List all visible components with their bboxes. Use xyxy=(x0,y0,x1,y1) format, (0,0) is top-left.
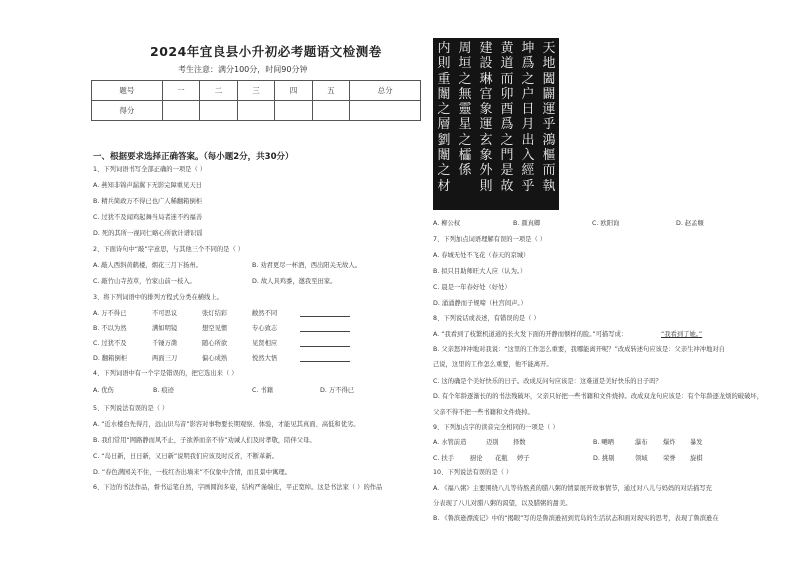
option-item: A. 优伤 xyxy=(93,387,114,394)
calligraphy-column: 黄道而卯酉爲之門是故 xyxy=(500,41,514,194)
option-item: C. 书籍 xyxy=(252,387,273,394)
question-line: 1、下列词语书写全部正确的一项是（ ） xyxy=(93,166,207,173)
option-item: A. 柳公权 xyxy=(433,220,461,227)
score-table-cell: 得分 xyxy=(92,101,163,121)
question-line: D. “春色满园关不住，一枝红杏出墙来”不仅象中含情，而且景中寓理。 xyxy=(93,469,291,476)
option-item: 花瓶 xyxy=(495,455,508,462)
question-line: C. 晨是一年春好处（好处） xyxy=(433,284,511,291)
score-table-cell: 五 xyxy=(312,81,350,101)
grid-word: 见贤相应 xyxy=(252,340,278,347)
question-line: B. 我们常用“网路静而风不止，子欲养而亲不待”劝诫人们及时孝敬，陪伴父母。 xyxy=(93,437,316,444)
grid-word: 张灯结彩 xyxy=(202,310,228,317)
question-line: 4、下列词语中有一个字是错误的，把它选出来（ ） xyxy=(93,370,238,377)
grid-word: 随心所欲 xyxy=(202,340,228,347)
question-line: A. 《福八粥》主要围绕八儿等待熬煮的腊八粥的情景展开故事情节，通过对八儿与妈妈的对话描写充 xyxy=(433,485,712,492)
score-table-cell: 二 xyxy=(200,81,238,101)
calligraphy-image xyxy=(433,38,559,210)
score-table-cell: 一 xyxy=(162,81,200,101)
option-item: 暴发 xyxy=(690,439,703,446)
question-line: 2、下面诗句中“敲”字意思，与其他三个不同的是（ ） xyxy=(93,246,245,253)
exam-title: 2024年宜良县小升初必考题语文检测卷 xyxy=(150,44,382,59)
option-item: A. 水管前造 xyxy=(433,439,467,446)
answer-blank[interactable] xyxy=(300,316,350,317)
calligraphy-column: 周垣之無靈星之櫺係 xyxy=(458,41,472,179)
option-line: B. 劝君更尽一杯酒，西出阳关无故人。 xyxy=(252,262,362,269)
q8-answer-text: “我看到了她。” xyxy=(661,331,703,338)
question-line: 7、下列加点词语理解有误的一项是（ ） xyxy=(433,236,547,243)
grid-word: 满如明镜 xyxy=(152,325,178,332)
calligraphy-column: 内則重闈之層劉闈之材 xyxy=(437,41,451,194)
question-line: 5、下列说法有误的是（ ） xyxy=(93,405,169,412)
score-input-cell[interactable] xyxy=(350,101,421,121)
option-item: 择数 xyxy=(513,439,526,446)
question-line: B. 拟只目助师旺大人应（认为。） xyxy=(433,268,527,275)
calligraphy-column: 天地闔闢運乎鴻樞而執 xyxy=(542,41,556,194)
question-line: B. 《鲁滨逊漂流记》中的“揭眼”写的是鲁滨逊初到荒岛的生活状态和面对现实的思考，表现了鲁滨逊在 xyxy=(433,515,719,522)
score-table-cell: 三 xyxy=(237,81,275,101)
question-line: D. 有个年龄逐渐长的的书法残破坏，父亲只好把一些书籍和文件烧掉。改成双龙句应该是：有个年龄逐龙烦的破破坏， xyxy=(433,393,763,400)
score-input-cell[interactable] xyxy=(275,101,313,121)
grid-word: B. 不以为然 xyxy=(93,325,127,332)
score-table xyxy=(91,80,421,121)
question-line: 8、下列说话或表述，有错误的是（ ） xyxy=(433,315,540,322)
question-line: C. “岛日新，日日新，又日新”说明我们应该及时反省，不断革新。 xyxy=(93,453,278,460)
question-line: C. 这的确是个美好快乐的日子。改成反问句应该是：这难道是美好快乐的日子吗？ xyxy=(433,378,662,385)
answer-blank[interactable] xyxy=(300,361,350,362)
question-line: 3、将下列词语中的排列方程式分类在横线上。 xyxy=(93,294,223,301)
question-line: D. 涌涌静而子规啼（杜宫间声。） xyxy=(433,300,527,307)
question-line: A. “近水楼台先得月，远山识鸟音”影容对事物要长期观察、体验，才能见其真面、高低和优劣。 xyxy=(93,421,360,428)
question-line: 分表现了八儿对腊八粥的渴望，以及腊粥的甜美。 xyxy=(433,500,572,507)
question-line: C. 敲竹山寺蒸草，竹家山前一枝入。 xyxy=(93,278,196,285)
score-table-cell: 四 xyxy=(275,81,313,101)
section1-title: 一、根据要求选择正确答案。（每小题2分，共30分） xyxy=(93,152,294,162)
question-line: A. 敲人西斜黄鹤楼，烟花三月下扬州。 xyxy=(93,262,202,269)
question-line: A. 燕知非锦声漏翼下无影完障重见天日 xyxy=(93,182,202,189)
grid-word: C. 过犹不及 xyxy=(93,340,127,347)
grid-word: A. 万不得已 xyxy=(93,310,127,317)
grid-word: 不可思议 xyxy=(152,310,178,317)
score-table-score-row xyxy=(92,101,421,121)
calligraphy-column: 坤爲之户日月出入經乎 xyxy=(521,41,535,194)
question-line: B. 父亲怒冲冲地对我说：“这里的工作怎么重要，我哪能离开呢？”改成转述句应该是：父亲生冲冲地对自 xyxy=(433,346,725,353)
option-item: B. 嗮晒 xyxy=(593,439,614,446)
option-item: C. 扶手 xyxy=(433,455,454,462)
option-line: D. 故人具鸡黍，邀我至田家。 xyxy=(252,278,337,285)
question-line: A. “我看到了枝繁机道道的长火发下面的开静而惬样的脸。”可描写成： xyxy=(433,331,628,338)
option-item: 领域 xyxy=(635,455,648,462)
grid-word: 偏心成熟 xyxy=(202,355,228,362)
option-item: B. 痕迹 xyxy=(153,387,174,394)
question-line: 10、下列说法有误的是（ ） xyxy=(433,469,513,476)
grid-word: 敝然不同 xyxy=(252,310,278,317)
option-item: D. 赵孟頫 xyxy=(676,220,704,227)
grid-word: 两面三刀 xyxy=(152,355,178,362)
option-item: 婷子 xyxy=(517,455,530,462)
grid-word: 悦然大悟 xyxy=(252,355,278,362)
option-item: C. 欧阳询 xyxy=(592,220,620,227)
option-item: 爆炸 xyxy=(663,439,676,446)
question-line: B. 精兵简政万不得已也广人稀翻箱倒柜 xyxy=(93,198,203,205)
calligraphy-column: 建設琳宫象運玄象外則 xyxy=(479,41,493,194)
grid-word: 千锤万凿 xyxy=(152,340,178,347)
question-line: 父亲不得不把一些书籍和文件烧掉。 xyxy=(433,409,534,416)
option-item: D. 挑剔 xyxy=(593,455,615,462)
option-item: B. 颜真卿 xyxy=(513,220,541,227)
answer-blank[interactable] xyxy=(300,331,350,332)
option-item: 荣誉 xyxy=(663,455,676,462)
score-table-header-row xyxy=(92,81,421,101)
question-line: 6、下边的书法作品，督书运笔自然，字画圆润多姿，结构严谨端庄，平正宽绰。这是书法家（ ）的作品 xyxy=(93,484,383,491)
question-line: 己说，这里的工作怎么重要，他不能离开。 xyxy=(433,361,553,368)
score-table-cell: 总分 xyxy=(350,81,421,101)
option-item: 旋棋 xyxy=(690,455,703,462)
option-item: D. 万不得已 xyxy=(320,387,355,394)
exam-note: 考生注意：满分100分，时间90分钟 xyxy=(178,65,308,74)
grid-word: 想空见惯 xyxy=(202,325,228,332)
option-item: 厨论 xyxy=(470,455,483,462)
score-input-cell[interactable] xyxy=(200,101,238,121)
grid-word: D. 翻箱倒柜 xyxy=(93,355,128,362)
score-input-cell[interactable] xyxy=(312,101,350,121)
option-item: 迈别 xyxy=(486,439,499,446)
question-line: D. 死的其所一视同仁略心所欲计谱识谣 xyxy=(93,230,203,237)
option-item: 瀑布 xyxy=(635,439,648,446)
grid-word: 专心致志 xyxy=(252,325,278,332)
question-line: A. 春城无处不飞花（春天的京城） xyxy=(433,252,530,259)
score-input-cell[interactable] xyxy=(162,101,200,121)
question-line: 9、下列加点字的读音完全相同的一项是（ ） xyxy=(433,424,559,431)
answer-blank[interactable] xyxy=(300,346,350,347)
score-table-cell: 题号 xyxy=(92,81,163,101)
score-input-cell[interactable] xyxy=(237,101,275,121)
question-line: C. 过犹不及闻鸡起舞当局者迷不约福善 xyxy=(93,214,203,221)
